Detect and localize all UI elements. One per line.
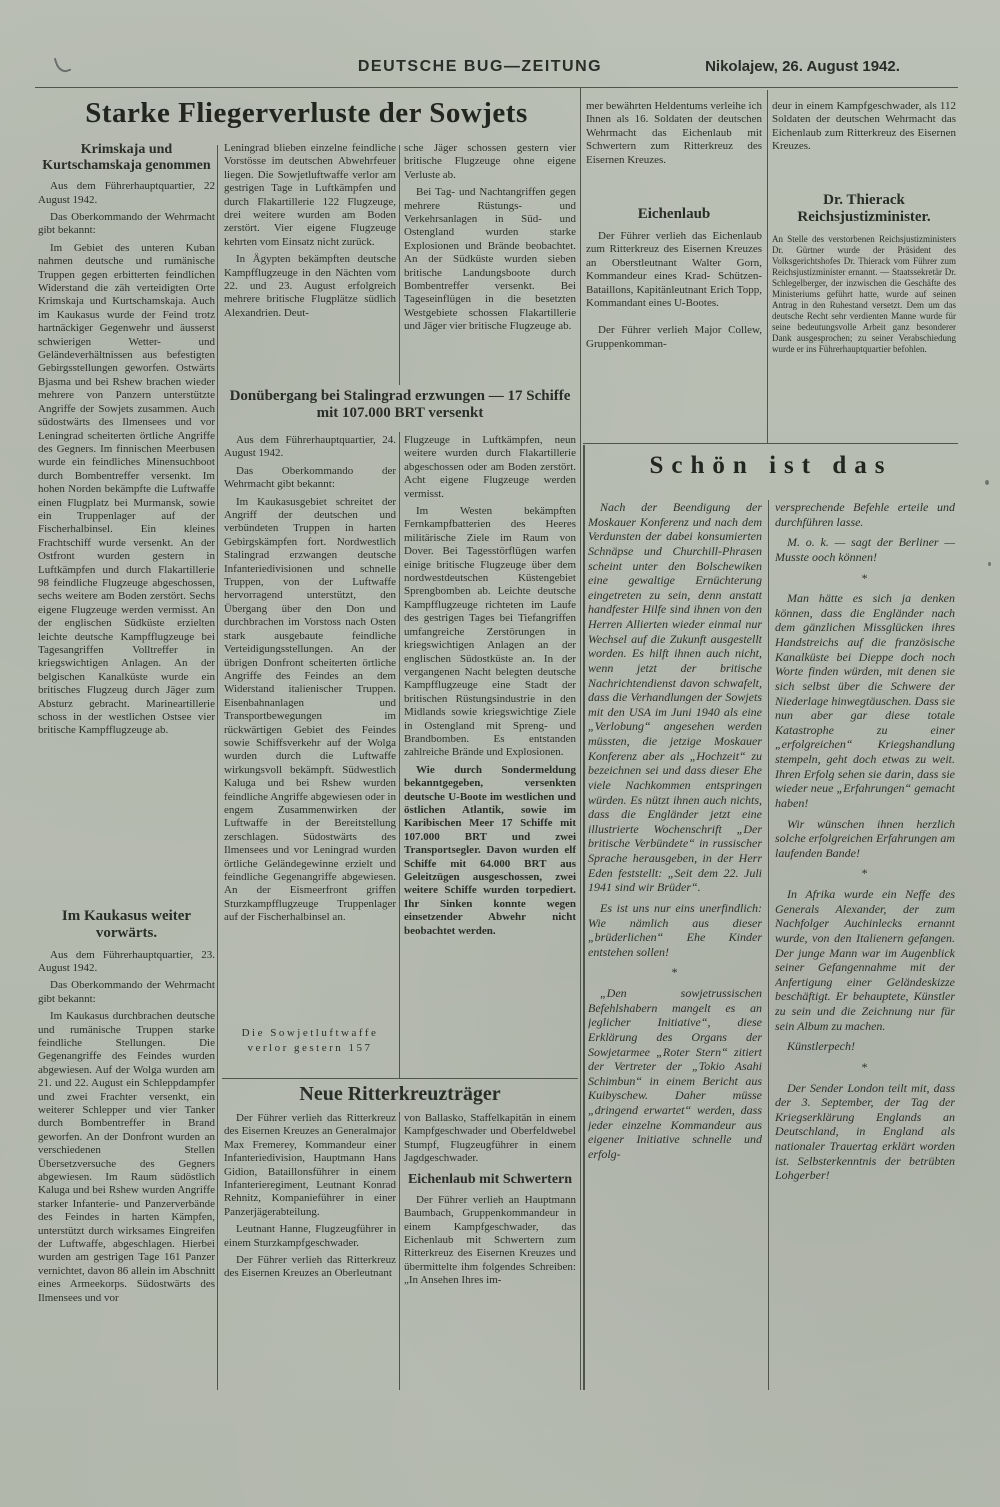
article-paragraph: In Ägypten bekämpften deutsche Kampfflugzeuge in den Nächten vom 22. und 23. August erfolgreich mehrere britische Flugplätze südlich Alexandrien. Deut-: [224, 253, 396, 319]
article-paragraph: „Den sowjetrussischen Befehlshabern mangelt es an jeglicher Initiative“, diese Erklärung des Organs der Sowjetarmee „Roter Stern“ zitiert der Vertreter der „Tokio Asahi Schimbun“ in einem Bericht aus Kuibyschew. Daher müsse „dringend erwartet“ werden, dass jeder einzelne Kommandeur aus eigener Initiative schnelle und erfolg-: [588, 986, 762, 1161]
article-paragraph: Das Oberkommando der Wehrmacht gibt bekannt:: [38, 211, 215, 237]
article-paragraph: Im Westen bekämpften Fernkampfbatterien des Heeres militärische Ziele im Raum von Dover. Bei Tagesstörflügen warfen einige britische Flugzeuge über dem nordwestdeutschen Küstengebiet Sprengbomben ab. Leichte deutsche Kampfflugzeuge richteten im Laufe des gestrigen Tages bei Tiefangriffen umfangreiche Zerstörungen in kriegswichtigen Anlagen an der englischen Südostküste an. In der vergangenen Nacht belegten deutsche Kampfflugzeuge eine Stadt der britischen Rüstungsindustrie in den Midlands sowie kriegswichtige Ziele in Ostengland mit Spreng- und Brandbomben. Es entstanden zahlreiche Brände und Explosionen.: [404, 505, 576, 759]
article-paragraph: M. o. k. — sagt der Berliner — Musste ooch können!: [775, 535, 955, 564]
article-paragraph: Der Sender London teilt mit, dass der 3. September, der Tag der Kriegserklärung Englands an Deutschland, in England als nationaler Trauertag erklärt worden ist. Selbsterkenntnis der betrübten Lohgerber!: [775, 1080, 955, 1183]
article-dateline: Aus dem Führerhauptquartier, 22 August 1942.: [38, 180, 215, 206]
column-rule: [217, 145, 218, 1390]
article-paragraph: Wir wünschen ihnen herzlich solche erfolgreichen Erfahrungen am laufenden Bande!: [775, 816, 955, 860]
article-paragraph: sche Jäger schossen gestern vier britische Flugzeuge ohne eigene Verluste ab.: [404, 142, 576, 181]
paragraph-separator: *: [671, 965, 679, 980]
article-paragraph: Der Führer verlieh das Ritterkreuz des Eisernen Kreuzes an Oberleutnant: [224, 1254, 396, 1280]
subhead-stalingrad: Donübergang bei Stalingrad erzwungen — 17 Schiffe mit 107.000 BRT versenkt: [229, 388, 571, 422]
column-rule: [580, 88, 581, 1390]
masthead-title: DEUTSCHE BUG—ZEITUNG: [357, 58, 603, 75]
article-paragraph: In Afrika wurde ein Neffe des Generals Alexander, der zum Nachfolger Auchinlecks ernannt wurde, von den Italienern gefangen. Der junge Mann war im Augenblick seiner Gefangennahme mit der Anfertigung einer Geländeskizze beschäftigt. Er behauptete, Künstler zu sein und die Zeichnung nur für sein Album zu machen.: [775, 887, 955, 1033]
thierack-body-block: [772, 234, 956, 440]
article-paragraph: Im Kaukasusgebiet schreitet der Angriff der deutschen und verbündeten Truppen in harten Gebirgskämpfen fort. Nordwestlich Stalingrad erzwangen deutsche Infanteriedivisionen und schnelle Truppen, von der Luftwaffe hervorragend unterstützt, den Übergang über den Don und durchbrachen im Vorstoss nach Osten stark ausgebaute feindliche Verteidigungsstellungen. An der übrigen Donfront scheiterten örtliche Angriffe des Feindes an dem Widerstand italienischer Truppen. Eisenbahnanlagen und Transportbewegungen im rückwärtigen Gebiet des Feindes sowie Schiffsverkehr auf der Wolga wurden durch die Luftwaffe wirkungsvoll bekämpft. Südwestlich Kaluga und bei Rshew wurden feindliche Angriffe abgewiesen oder in engem Zusammenwirken der Luftwaffe in der Bereitstellung zerschlagen. Südostwärts des Ilmensees und vor Leningrad wurden örtliche Geländegewinne erzielt und feindliche Gegenangriffe abgewiesen. An der Eismeerfront griffen Sturzkampfflugzeuge Truppenlager auf der Fischerhalbinsel an.: [224, 495, 396, 924]
column-4-body: [586, 230, 762, 442]
ritterkreuz-right-column: [404, 1112, 576, 1390]
article-paragraph: Der Führer verlieh das Ritterkreuz des Eisernen Kreuzes an Generalmajor Max Fremerey, Kommandeur einer Infanteriedivision, Hauptmann Hans Gidion, Bataillonsführer in einem Infanterieregiment, Leutnant Konrad Rehnitz, Kompanieführer in einer Panzerjägerabteilung.: [224, 1112, 396, 1218]
article-paragraph: Das Oberkommando der Wehrmacht gibt bekannt:: [224, 464, 396, 491]
article-krimskaja: [38, 142, 215, 908]
column-rule: [399, 432, 400, 1078]
ritterkreuz-left-column: [224, 1112, 396, 1390]
subhead-thierack: Dr. Thierack Reichsjustizminister.: [797, 192, 931, 226]
article-paragraph: Der Führer verlieh Major Collew, Gruppenkomman-: [586, 324, 762, 350]
article-paragraph: von Ballasko, Staffelkapitän in einem Kampfgeschwader und Oberfeldwebel Stumpf, Flugzeugführer in einem Jagdgeschwader.: [404, 1112, 576, 1165]
ritterkreuz-headline: Neue Ritterkreuzträger: [299, 1083, 501, 1105]
column-2-top: [224, 142, 396, 385]
paragraph-separator: *: [861, 1059, 869, 1074]
article-dateline: Aus dem Führerhauptquartier, 23. August 1942.: [38, 948, 215, 974]
subhead-kaukasus: Im Kaukasus weiter vorwärts.: [61, 908, 192, 942]
article-paragraph: Leningrad blieben einzelne feindliche Vorstösse im deutschen Abwehrfeuer liegen. Die Sowjetluftwaffe verlor am gestrigen Tage in Luftkämpfen und durch Flakartillerie 122 Flugzeuge, drei weitere wurden am Boden zerstört. Vier eigene Flugzeuge kehrten vom Einsatz nicht zurück.: [224, 142, 396, 248]
article-paragraph: mer bewährten Heldentums verleihe ich Ihnen als 16. Soldaten der deutschen Wehrmacht das Eichenlaub mit Schwertern zum Ritterkreuz des Eisernen Kreuzes.: [586, 100, 762, 166]
article-paragraph: Das Oberkommando der Wehrmacht gibt bekannt:: [38, 979, 215, 1005]
section-border-rule: [583, 445, 585, 1390]
article-paragraph: Im Kaukasus durchbrachen deutsche und rumänische Truppen starke feindliche Stellungen. Die Gegenangriffe des Feindes wurden abgewiesen. Auf der Wolga wurden am 21. und 22. August ein Schleppdampfer und zwei Frachter versenkt, ein weiterer Schlepper und vier Tanker durch Bombentreffer in Brand geworfen. An der Donfront wurden an verschiedenen Stellen Übersetzversuche des Gegners abgewiesen. Im Raum südöstlich Kaluga und bei Rshew wurden Angriffe starker Infanterie- und Panzerverbände des Feindes in harten Kämpfen, unterstützt durch wirksames Eingreifen der Luftwaffe, abgeschlagen. Hierbei wurden am gestrigen Tage 161 Panzer vernichtet, davon 86 allein im Abschnitt eines Armeekorps. Südostwärts des Ilmensees und vor: [38, 1010, 215, 1304]
article-paragraph: deur in einem Kampfgeschwader, als 112 Soldaten der deutschen Wehrmacht das Eichenlaub zum Ritterkreuz des Eisernen Kreuzes.: [772, 100, 956, 153]
article-paragraph: Künstlerpech!: [787, 1039, 855, 1054]
schoen-headline: Schön ist das: [649, 452, 893, 479]
article-paragraph: Leutnant Hanne, Flugzeugführer in einem Sturzkampfgeschwader.: [224, 1223, 396, 1249]
column-rule: [767, 90, 768, 443]
pen-mark: [54, 54, 72, 74]
column-3-middle: [404, 434, 576, 1074]
section-rule: [583, 443, 958, 444]
article-paragraph: Der Führer verlieh das Eichenlaub zum Ritterkreuz des Eisernen Kreuzes an Oberstleutnant Walter Gorn, Kommandeur eines Krad- Schützen- Bataillons, Kapitänleutnant Erich Topp, Kommandant eines U-Bootes.: [586, 230, 762, 310]
column-rule: [399, 1112, 400, 1390]
article-paragraph: Der Führer verlieh an Hauptmann Baumbach, Gruppenkommandeur in einem Kampfgeschwader, das Eichenlaub mit Schwertern zum Ritterkreuz des Eisernen Kreuzes und übermittelte ihm folgendes Schreiben: „In Ansehen Ihres im-: [404, 1193, 576, 1287]
article-paragraph: An Stelle des verstorbenen Reichsjustizministers Dr. Gürtner wurde der Präsident des Volksgerichtshofes Dr. Thierack vom Führer zum Reichsjustizminister ernannt. — Staatssekretär Dr. Schlegelberger, der inzwischen die Geschäfte des Ministeriums geführt hatte, wurde auf seinen Antrag in den Ruhestand versetzt. Dem um das deutsche Recht sehr verdienten Manne wurde für seine bedeutungsvolle Arbeit ganz besonderer Dank ausgesprochen; zu seiner Verabschiedung wurde er ins Führerhauptquartier befohlen.: [772, 234, 956, 354]
article-dateline: Aus dem Führerhauptquartier, 24. August 1942.: [224, 434, 396, 460]
schoen-right-column: [775, 500, 955, 1390]
article-paragraph: Man hätte es sich ja denken können, dass die Engländer nach dem gänzlichen Missglücken ihres Handstreichs auf die französische Kanalküste bei Dieppe doch noch Worte finden würden, mit denen sie sich selbst über die Schwere der Niederlage hinwegtäuschen. Dass sie nun aber gar diese totale Katastrophe zu einer „erfolgreichen“ Kriegshandlung stempeln, geht doch etwas zu weit. Ihren Erfolg sehen sie darin, dass sie wieder neue „Erfahrungen“ gemacht haben!: [775, 591, 955, 810]
paper-speck: [985, 480, 989, 485]
masthead-rule: [35, 87, 958, 88]
sondermeldung-paragraph: Wie durch Sondermeldung bekanntgegeben, versenkten deutsche U-Boote im westlichen und östlichen Atlantik, sowie im Karibischen Meer 17 Schiffe mit 107.000 BRT und zwei Transportsegler. Davon wurden elf Schiffe mit 64.000 BRT aus Geleitzügen ausgeschossen, zwei weitere Schiffe wurden torpediert. Ihr Sinken konnte wegen einsetzender Abwehr nicht beobachtet werden.: [404, 763, 576, 937]
masthead-dateline: Nikolajew, 26. August 1942.: [705, 58, 900, 75]
loss-line: Die Sowjetluftwaffe verlor gestern 157: [241, 1027, 379, 1054]
article-paragraph: Nach der Beendigung der Moskauer Konferenz und nach dem Verdunsten der dabei konsumierten Schnäpse und Churchill-Phrasen scheint unter den Bolschewiken eine gewaltige Ernüchterung eingetreten zu sein, denn anstatt handfester Hilfe sind ihnen von den Herren Allierten wieder einmal nur Wechsel auf die Zukunft ausgestellt worden. Es hilft ihnen auch nicht, wenn jetzt der britische Nachrichtendienst davon schwafelt, dass die Verhandlungen der Sowjets mit den USA im Juni 1940 als eine „Verlobung“ angesehen werden müssten, die jetzige Moskauer Konferenz aber als „Hochzeit“ zu bezeichnen sei und dass dieser Ehe viele Nachkommen entspringen würden. Es nützt ihnen auch nichts, dass die Engländer jetzt eine illustrierte Wochenschrift „Der britische Verbündete“ in russischer Sprache herausgeben, in der Herr Eden feststellt: „Seit dem 22. Juli 1941 sind wir Brüder“.: [588, 500, 762, 895]
paragraph-separator: *: [861, 866, 869, 881]
paper-speck: [988, 562, 991, 566]
column-4-intro: [586, 100, 762, 202]
subhead-eichenlaub-schwerter: Eichenlaub mit Schwertern: [407, 1171, 573, 1187]
article-paragraph: Flugzeuge in Luftkämpfen, neun weitere wurden durch Flakartillerie abgeschossen oder am Boden zerstört. Acht eigene Flugzeuge werden vermisst.: [404, 434, 576, 500]
section-rule: [222, 1078, 578, 1079]
article-paragraph: Bei Tag- und Nachtangriffen gegen mehrere Rüstungs- und Verkehrsanlagen in Süd- und Ostengland wurden starke Explosionen und Brände beobachtet. An der Südküste wurden sieben britische Landungsboote durch Bombentreffer versenkt. Bei Tageseinflügen in die besetzten Westgebiete schossen Flakartillerie und Jäger vier britische Flugzeuge ab.: [404, 186, 576, 333]
article-paragraph: versprechende Befehle erteile und durchführen lasse.: [775, 500, 955, 529]
paragraph-separator: *: [861, 570, 869, 585]
subhead-eichenlaub: Eichenlaub: [637, 206, 711, 222]
article-stalingrad: [224, 434, 396, 1022]
article-paragraph: Im Gebiet des unteren Kuban nahmen deutsche und rumänische Truppen gegen erbitterten feindlichen Widerstand die zäh verteidigten Orte Krimskaja und Kurtschamskaja. Auch im Kaukasus wurde der Feind trotz hartnäckiger Gegenwehr und äusserst schwierigen Wetter- und Geländeverhältnissen aus befestigten Gebirgsstellungen geworfen. Ostwärts Bjasma und bei Rshew brachen wieder mehrere von Panzern unterstützte Angriffe der Sowjets zusammen. Auch südostwärts des Ilmensees und vor Leningrad scheiterten örtliche Angriffe des Gegners. Im finnischen Meerbusen wurde ein feindliches Minensuchboot durch Bombentreffer versenkt. Im hohen Norden bekämpfte die Luftwaffe einen Flugplatz bei Murmansk, sowie ein Truppenlager auf der Fischerhalbinsel. Ein kleines Frachtschiff wurde versenkt. An der Ostfront wurden gestern in Luftkämpfen und durch Flakartillerie 98 feindliche Flugzeuge abgeschossen, sechs weitere am Boden zerstört. Sechs eigene Flugzeuge werden vermisst. An der englischen Südküste erzielten leichte deutsche Kampfflugzeuge bei Tagesangriffen Volltreffer in kriegswichtigen Anlagen. An der belgischen Kanalküste wurde ein britisches Flugzeug durch Jäger zum Absturz gebracht. Marineartillerie schoss in der westlichen Ostsee vier britische Kampfflugzeuge ab.: [38, 241, 215, 737]
schoen-left-column: [588, 500, 762, 1390]
subhead-krimskaja: Krimskaja und Kurtschamskaja genommen: [42, 142, 211, 174]
article-kaukasus: [38, 908, 215, 1390]
column-rule: [768, 500, 769, 1390]
column-rule: [399, 145, 400, 385]
column-3-top: [404, 142, 576, 385]
loss-line-block: [224, 1026, 396, 1076]
lead-headline: Starke Fliegerverluste der Sowjets: [85, 98, 528, 129]
article-paragraph: Es ist uns nur eins unerfindlich: Wie nämlich aus dieser „brüderlichen“ Ehe Kinder entstehen sollen!: [588, 900, 762, 959]
column-5-intro: [772, 100, 956, 188]
